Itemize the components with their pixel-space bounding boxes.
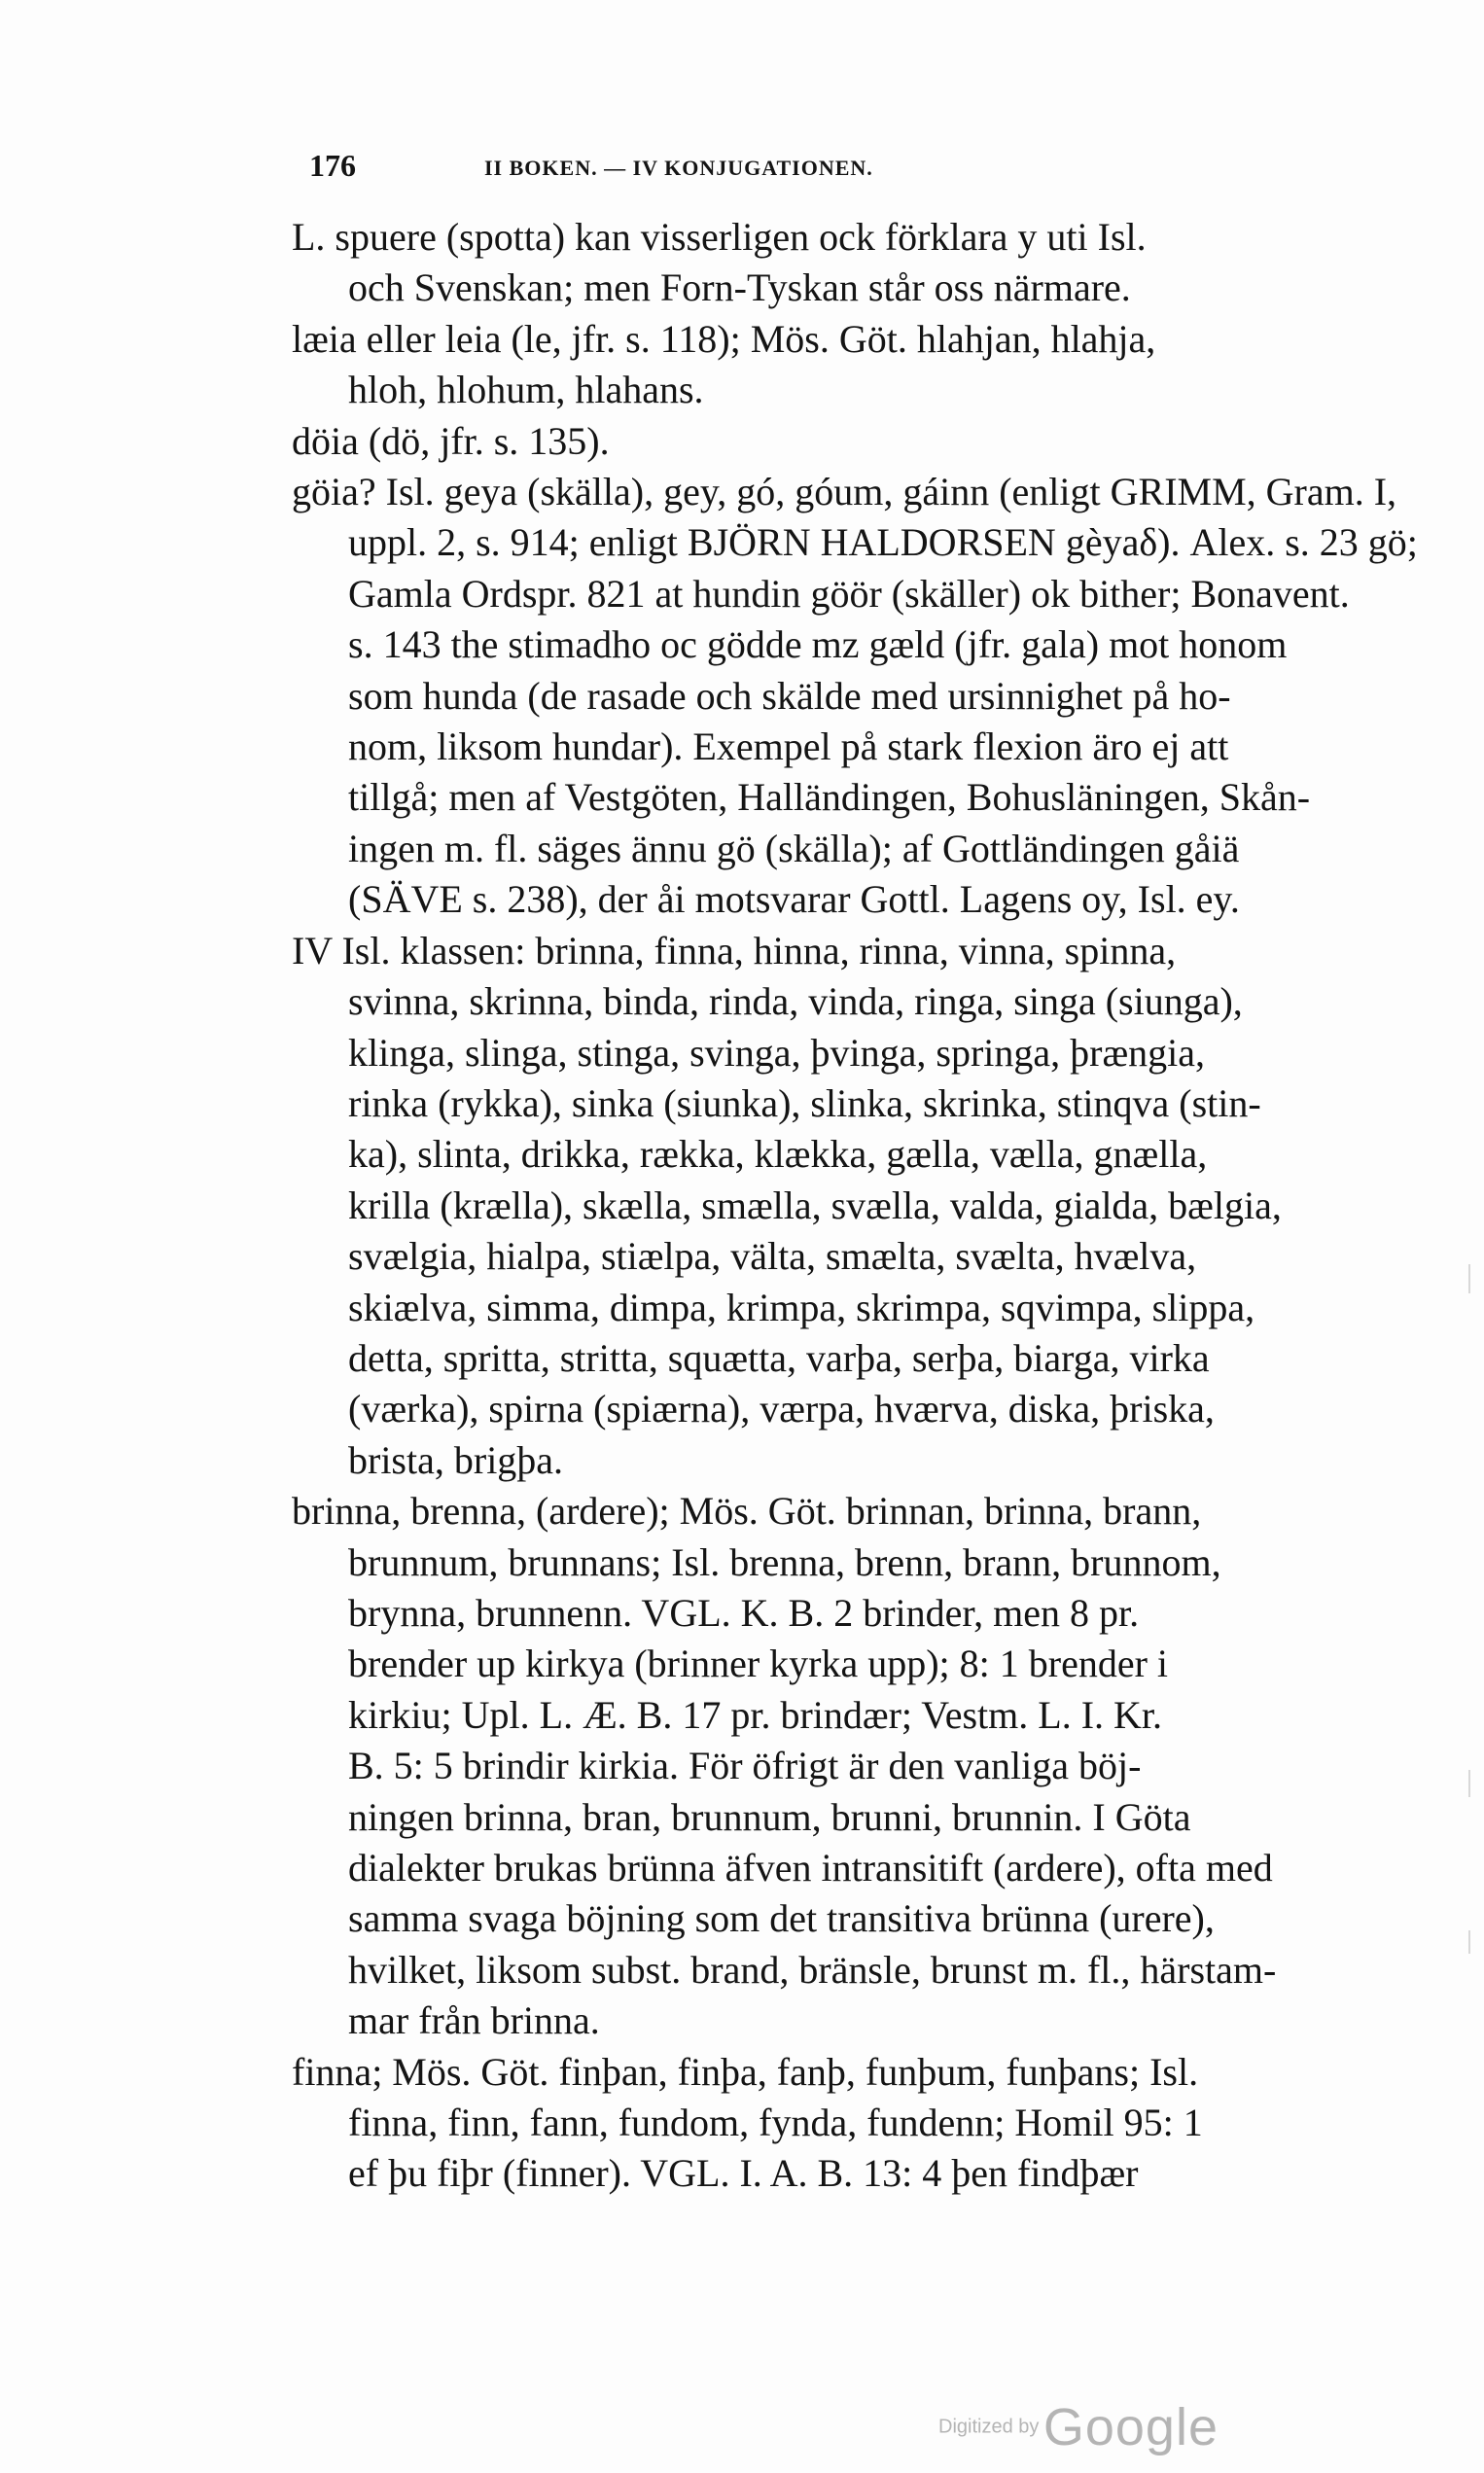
digitized-label: Digitized by: [938, 2416, 1040, 2438]
text-line: IV Isl. klassen: brinna, finna, hinna, rinna, vinna, spinna,: [292, 928, 1177, 972]
paragraph: [292, 467, 1430, 926]
text-line: hvilket, liksom subst. brand, bränsle, brunst m. fl., härstam-: [348, 1947, 1277, 1992]
paragraph: [292, 416, 1430, 467]
margin-mark: [1468, 1770, 1470, 1797]
text-line: dialekter brukas brünna äfven intransitift (ardere), ofta med: [348, 1846, 1273, 1890]
text-line: B. 5: 5 brindir kirkia. För öfrigt är den vanliga böj-: [348, 1744, 1142, 1788]
text-line: krilla (krælla), skælla, smælla, svælla, valda, gialda, bælgia,: [348, 1183, 1282, 1227]
text-line: som hunda (de rasade och skälde med ursinnighet på ho-: [348, 673, 1231, 718]
text-line: svinna, skrinna, binda, rinda, vinda, ringa, singa (siunga),: [348, 979, 1243, 1024]
text-line: brender up kirkya (brinner kyrka upp); 8: 1 brender i: [348, 1642, 1169, 1686]
running-title: II BOKEN. — IV KONJUGATIONEN.: [484, 156, 873, 180]
text-line: kirkiu; Upl. L. Æ. B. 17 pr. brindær; Vestm. L. I. Kr.: [348, 1692, 1163, 1737]
text-line: svælgia, hialpa, stiælpa, välta, smælta, svælta, hvælva,: [348, 1234, 1197, 1279]
text-line: göia? Isl. geya (skälla), gey, gó, góum, gáinn (enligt GRIMM, Gram. I,: [292, 470, 1397, 514]
google-logo: Google: [1042, 2398, 1219, 2456]
text-line: ef þu fiþr (finner). VGL. I. A. B. 13: 4 þen findþær: [348, 2151, 1139, 2196]
text-line: s. 143 the stimadho oc gödde mz gæld (jfr. gala) mot honom: [348, 622, 1288, 667]
paragraph: [292, 926, 1430, 1486]
text-line: brunnum, brunnans; Isl. brenna, brenn, brann, brunnom,: [348, 1539, 1221, 1584]
page-header: [309, 148, 1165, 187]
text-line: brista, brigþa.: [348, 1437, 564, 1482]
text-line: Gamla Ordspr. 821 at hundin göör (skäller) ok bither; Bonavent.: [348, 571, 1350, 616]
margin-mark: [1468, 1264, 1470, 1293]
page-body: [292, 212, 1430, 2200]
page-number: 176: [309, 148, 356, 183]
text-line: (SÄVE s. 238), der åi motsvarar Gottl. Lagens oy, Isl. ey.: [348, 877, 1240, 922]
margin-mark: [1468, 1930, 1470, 1954]
text-line: (værka), spirna (spiærna), værpa, hværva, diska, þriska,: [348, 1387, 1215, 1431]
text-line: finna; Mös. Göt. finþan, finþa, fanþ, funþum, funþans; Isl.: [292, 2049, 1199, 2094]
digitization-watermark: [938, 2397, 1219, 2457]
text-line: hloh, hlohum, hlahans.: [348, 368, 704, 412]
text-line: ka), slinta, drikka, rækka, klækka, gælla, vælla, gnælla,: [348, 1132, 1208, 1177]
text-line: samma svaga böjning som det transitiva brünna (urere),: [348, 1896, 1215, 1941]
paragraph: [292, 2047, 1430, 2200]
text-line: ningen brinna, bran, brunnum, brunni, brunnin. I Göta: [348, 1794, 1191, 1839]
text-line: och Svenskan; men Forn-Tyskan står oss närmare.: [348, 265, 1131, 310]
text-line: döia (dö, jfr. s. 135).: [292, 418, 610, 463]
text-line: nom, liksom hundar). Exempel på stark flexion äro ej att: [348, 724, 1229, 769]
text-line: ingen m. fl. säges ännu gö (skälla); af Gottländingen gåiä: [348, 826, 1240, 870]
text-line: detta, spritta, stritta, squætta, varþa, serþa, biarga, virka: [348, 1335, 1210, 1380]
text-line: læia eller leia (le, jfr. s. 118); Mös. Göt. hlahjan, hlahja,: [292, 316, 1156, 361]
text-line: skiælva, simma, dimpa, krimpa, skrimpa, sqvimpa, slippa,: [348, 1285, 1255, 1329]
text-line: klinga, slinga, stinga, svinga, þvinga, springa, þrængia,: [348, 1030, 1205, 1075]
text-line: mar från brinna.: [348, 1998, 600, 2043]
text-line: uppl. 2, s. 914; enligt BJÖRN HALDORSEN gèyaδ). Alex. s. 23 gö;: [348, 520, 1418, 565]
text-line: brinna, brenna, (ardere); Mös. Göt. brinnan, brinna, brann,: [292, 1489, 1202, 1534]
text-line: tillgå; men af Vestgöten, Halländingen, Bohusläningen, Skån-: [348, 775, 1311, 820]
paragraph: [292, 314, 1430, 416]
paragraph: [292, 212, 1430, 314]
text-line: rinka (rykka), sinka (siunka), slinka, skrinka, stinqva (stin-: [348, 1080, 1261, 1125]
paragraph: [292, 1486, 1430, 2046]
text-line: brynna, brunnenn. VGL. K. B. 2 brinder, men 8 pr.: [348, 1590, 1140, 1635]
text-line: finna, finn, fann, fundom, fynda, fundenn; Homil 95: 1: [348, 2101, 1203, 2145]
text-line: L. spuere (spotta) kan visserligen ock förklara y uti Isl.: [292, 215, 1147, 259]
